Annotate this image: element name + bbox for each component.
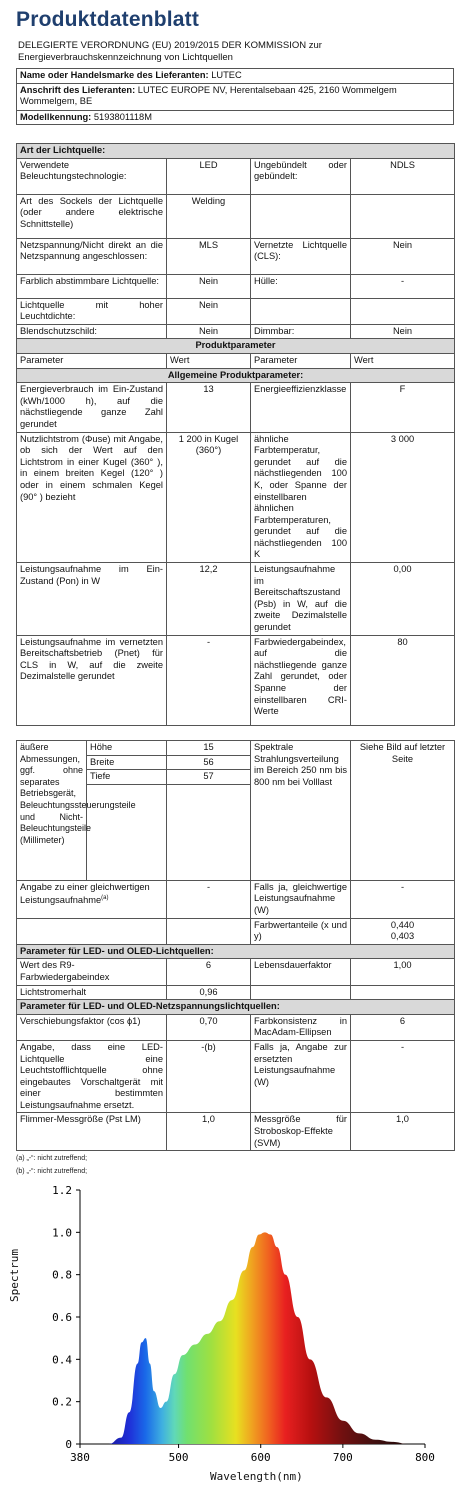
ls-value: Nein (167, 274, 251, 298)
spectrum-area (109, 1232, 409, 1444)
y-tick-label: 0.8 (52, 1268, 72, 1282)
spectrum-chart (0, 1178, 461, 1500)
ls-value: Nein (167, 298, 251, 324)
product-params-header: Produktparameter (17, 339, 455, 354)
footnote-a: (a) „-“: nicht zutreffend; (16, 1155, 88, 1162)
ls-label: Netzspannung/Nicht direkt an die Netzspannung angeschlossen: (17, 238, 167, 274)
regulation-subtitle: DELEGIERTE VERORDNUNG (EU) 2019/2015 DER KOMMISSION zur Energieverbrauchskennzeichnung von Lichtquellen (18, 40, 322, 63)
dim-value: 15 (167, 741, 251, 756)
col-header-value: Wert (167, 353, 251, 368)
col-header-param: Parameter (17, 353, 167, 368)
ls-label: Farblich abstimmbare Lichtquelle: (17, 274, 167, 298)
gp-value: F (351, 383, 455, 432)
ls-value (351, 298, 455, 324)
ls-value: Nein (351, 238, 455, 274)
y-tick-label: 0.4 (52, 1353, 72, 1367)
ls-label: Hülle: (251, 274, 351, 298)
gp-label: Leistungsaufnahme im Ein-Zustand (Pon) in W (17, 563, 167, 636)
mains-label: Angabe, dass eine LED-Lichtquelle eine Leuchtstofflichtquelle ohne eingebautes Vorschaltgerät mit einer bestimmten Leistungsaufnahme ersetzt. (17, 1040, 167, 1113)
ls-label: Lichtquelle mit hoher Leuchtdichte: (17, 298, 167, 324)
gp-label: Farbwiedergabeindex, auf die nächstliegende ganze Zahl gerundet, oder Spanne der einstellbaren CRI-Werte (251, 635, 351, 725)
chroma-x: 0,440 (390, 919, 415, 930)
y-tick-label: 0.6 (52, 1311, 72, 1324)
page-title: Produktdatenblatt (16, 8, 200, 31)
mains-header: Parameter für LED- und OLED-Netzspannungslichtquellen: (17, 1000, 455, 1015)
gp-label: Leistungsaufnahme im Bereitschaftszustand (Psb) in W, auf die zweite Dezimalstelle gerundet (251, 563, 351, 636)
y-tick-label: 1.2 (52, 1184, 72, 1197)
ls-label: Ungebündelt oder gebündelt: (251, 158, 351, 194)
y-tick-label: 0.2 (52, 1395, 72, 1409)
ls-label (251, 194, 351, 238)
x-tick-label: 600 (250, 1451, 271, 1464)
chroma-values (351, 918, 455, 944)
mains-value: 6 (351, 1014, 455, 1040)
chroma-y: 0,403 (390, 931, 415, 942)
mains-value: 1,0 (351, 1113, 455, 1151)
ls-label: Blendschutzschild: (17, 324, 167, 339)
ls-value: Welding (167, 194, 251, 238)
led-value: 6 (167, 959, 251, 985)
x-tick-label: 380 (70, 1451, 90, 1464)
gp-value: 13 (167, 383, 251, 432)
general-params-header: Allgemeine Produktparameter: (17, 368, 455, 383)
led-header: Parameter für LED- und OLED-Lichtquellen: (17, 944, 455, 959)
spectral-label: Spektrale Strahlungsverteilung im Bereich 250 nm bis 800 nm bei Volllast (251, 741, 351, 881)
ls-value: - (351, 274, 455, 298)
led-value (351, 985, 455, 1000)
parameter-table (16, 143, 455, 726)
supplier-address-value: LUTEC EUROPE NV, Herentalsebaan 425, 2160 Wommelgem Wommelgem, BE (20, 84, 397, 107)
gp-label: Energieverbrauch im Ein-Zustand (kWh/1000 h), auf die nächstliegende ganze Zahl gerundet (17, 383, 167, 432)
footnotes (16, 1152, 87, 1178)
parameter-table-continued (16, 740, 455, 1151)
mains-value: 1,0 (167, 1113, 251, 1151)
ls-label (251, 298, 351, 324)
spectral-value: Siehe Bild auf letzter Seite (351, 741, 455, 881)
mains-label: Farbkonsistenz in MacAdam-Ellipsen (251, 1014, 351, 1040)
dim-value: 56 (167, 755, 251, 770)
ls-label: Dimmbar: (251, 324, 351, 339)
supplier-address-label: Anschrift des Lieferanten: (20, 84, 136, 95)
col-header-param: Parameter (251, 353, 351, 368)
chroma-label: Farbwertanteile (x und y) (251, 918, 351, 944)
x-tick-label: 700 (332, 1451, 353, 1464)
led-label (251, 985, 351, 1000)
footnote-b: (b) „-“: nicht zutreffend; (16, 1168, 88, 1175)
y-tick-label: 1.0 (52, 1226, 72, 1240)
ls-value: NDLS (351, 158, 455, 194)
model-value: 5193801118M (93, 111, 152, 122)
led-label: Lichtstromerhalt (17, 985, 167, 1000)
gp-value: 80 (351, 635, 455, 725)
dim-key: Tiefe (87, 770, 167, 785)
mains-label: Messgröße für Stroboskop-Effekte (SVM) (251, 1113, 351, 1151)
spectrum-chart-svg (0, 1178, 461, 1500)
ls-label: Vernetzte Lichtquelle (CLS): (251, 238, 351, 274)
gp-label: Energieeffizienzklasse (251, 383, 351, 432)
equiv-value: - (167, 880, 251, 918)
mains-value: - (351, 1040, 455, 1113)
supplier-name-label: Name oder Handelsmarke des Lieferanten: (20, 70, 209, 80)
x-tick-label: 500 (168, 1451, 189, 1464)
equiv-label-cell (17, 880, 167, 918)
equiv-footnote-ref: (a) (101, 895, 109, 902)
supplier-address-row (17, 83, 454, 110)
equiv-value-2: - (351, 880, 455, 918)
dim-key: Breite (87, 755, 167, 770)
led-label: Wert des R9-Farbwiedergabeindex (17, 959, 167, 985)
supplier-name-row (17, 69, 454, 84)
mains-label: Falls ja, Angabe zur ersetzten Leistungsaufnahme (W) (251, 1040, 351, 1113)
gp-value: 1 200 in Kugel (360°) (167, 432, 251, 563)
led-value: 1,00 (351, 959, 455, 985)
equiv-label: Angabe zu einer gleichwertigen Leistungsaufnahme (20, 881, 150, 906)
x-axis-label: Wavelength(nm) (210, 1470, 303, 1483)
dims-label: äußere Abmessungen, ggf. ohne separates Betriebsgerät, Beleuchtungssteuerungsteile und Nicht-Beleuchtungsteile (Millimeter) (17, 741, 87, 881)
gp-label: ähnliche Farbtemperatur, gerundet auf die nächstliegenden 100 K, oder Spanne der einstellbaren ähnlichen Farbtemperaturen, gerundet auf die nächstliegenden 100 K (251, 432, 351, 563)
dim-key: Höhe (87, 741, 167, 756)
ls-label: Art des Sockels der Lichtquelle (oder andere elektrische Schnittstelle) (17, 194, 167, 238)
y-axis-label: Spectrum (8, 1249, 21, 1302)
gp-label: Leistungsaufnahme im vernetzten Bereitschaftsbetrieb (Pnet) für CLS in W, auf die zweite Dezimalstelle gerundet (17, 635, 167, 725)
mains-value: 0,70 (167, 1014, 251, 1040)
mains-label: Flimmer-Messgröße (Pst LM) (17, 1113, 167, 1151)
supplier-name-value: LUTEC (211, 70, 242, 80)
gp-value: 0,00 (351, 563, 455, 636)
ls-value: Nein (351, 324, 455, 339)
dim-value: 57 (167, 770, 251, 785)
mains-label: Verschiebungsfaktor (cos ϕ1) (17, 1014, 167, 1040)
model-row (17, 110, 454, 125)
ls-value: MLS (167, 238, 251, 274)
led-label: Lebensdauerfaktor (251, 959, 351, 985)
col-header-value: Wert (351, 353, 455, 368)
model-label: Modellkennung: (20, 111, 92, 122)
supplier-table (16, 68, 454, 125)
light-source-header: Art der Lichtquelle: (17, 144, 455, 159)
gp-value: 12,2 (167, 563, 251, 636)
ls-value: LED (167, 158, 251, 194)
y-tick-label: 0 (65, 1438, 72, 1451)
ls-value (351, 194, 455, 238)
gp-value: - (167, 635, 251, 725)
ls-label: Verwendete Beleuchtungstechnologie: (17, 158, 167, 194)
x-tick-label: 800 (415, 1451, 435, 1464)
gp-label: Nutzlichtstrom (Φuse) mit Angabe, ob sich der Wert auf den Lichtstrom in einer Kugel (360° ), in einem breiten Kegel (120° ) oder in einem schmalen Kegel (90° ) bezieht (17, 432, 167, 563)
equiv-label-2: Falls ja, gleichwertige Leistungsaufnahme (W) (251, 880, 351, 918)
gp-value: 3 000 (351, 432, 455, 563)
ls-value: Nein (167, 324, 251, 339)
mains-value: -(b) (167, 1040, 251, 1113)
led-value: 0,96 (167, 985, 251, 1000)
